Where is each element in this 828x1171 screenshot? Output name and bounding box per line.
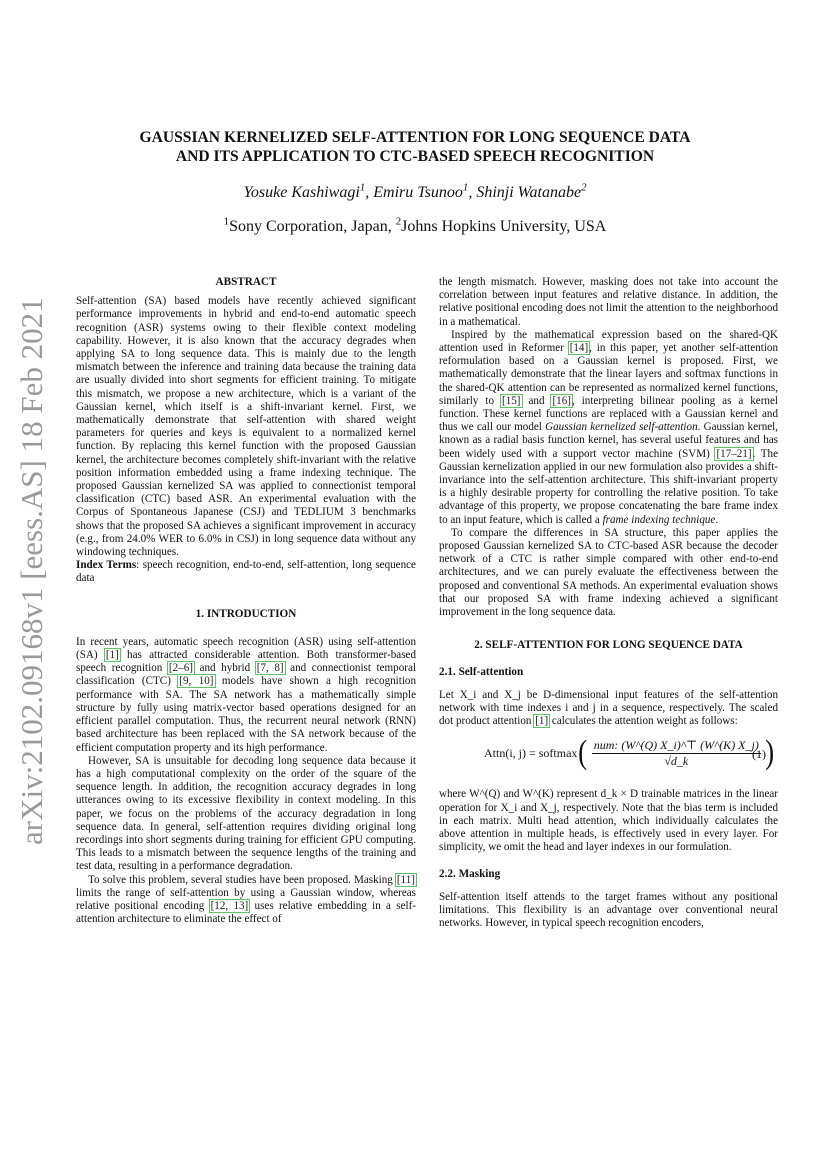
equation-denominator: √d_k — [664, 753, 689, 768]
intro-paragraph-1: In recent years, automatic speech recognition (ASR) using self-attention (SA) [1] has attracted considerable attention. Both transformer-based speech recognition [2–6] and hybrid [7, 8] and connectionist temporal classification (CTC) [9, 10] models have shown a high recognition performance with SA. The SA network has a mathematically simple structure by fully using matrix-vector based operations designed for an efficient parallel computation. Thus, the recurrent neural network (RNN) based architecture has been replaced with the SA network because of the efficient computation property and its high performance. — [76, 635, 416, 754]
equation-numerator: num: (W^(Q) X_i)^⊤ (W^(K) X_j) — [592, 739, 761, 754]
equation-1: Attn(i, j) = softmax ( $\frac{\text{num: (W\textasciicircum{}(Q) X\_i)\textasciicircum{}⊤ (W\textasciicircum{}(K) X\_j)}}{√d\_k}$ ) (1) — [484, 734, 775, 772]
affil-1-mark: 1 — [223, 215, 230, 228]
citation-link[interactable]: [2–6] — [168, 662, 193, 675]
author-3: Shinji Watanabe — [476, 184, 582, 201]
author-1-mark: 1 — [359, 181, 366, 194]
citation-link[interactable]: [7, 8] — [256, 662, 284, 675]
citation-link[interactable]: [11] — [396, 873, 415, 886]
intro-paragraph-5: To compare the differences in SA structure, this paper applies the proposed Gaussian kernelized SA to CTC-based ASR because the decoder network of a CTC is rather simple compared with other end-to-end architectures, and we can purely evaluate the effectiveness between the proposed and conventional SA methods. An experimental evaluation shows that our proposed SA with frame indexing achieved a significant improvement in the long sequence data. — [439, 526, 778, 619]
section-2-1-heading: 2.1. Self-attention — [439, 666, 524, 679]
affiliations — [60, 215, 770, 236]
right-column — [439, 276, 778, 930]
citation-link[interactable]: [15] — [502, 394, 521, 407]
affil-2: Johns Hopkins University, USA — [401, 218, 607, 235]
abstract-heading: ABSTRACT — [215, 276, 277, 288]
paper-title — [60, 128, 770, 166]
citation-link[interactable]: [14] — [569, 342, 589, 355]
citation-link[interactable]: [1] — [105, 649, 119, 662]
equation-fraction — [592, 739, 761, 768]
author-1: Yosuke Kashiwagi — [243, 184, 360, 201]
intro-paragraph-3-cont: the length mismatch. However, masking does not take into account the correlation between input features and relative distance. In addition, the relative positional encoding does not limit the attention to the neighborhood in a mathematical. — [439, 276, 778, 328]
index-terms-text: : speech recognition, end-to-end, self-attention, long sequence data — [76, 559, 416, 585]
intro-paragraph-3: To solve this problem, several studies have been proposed. Masking [11] limits the range of self-attention by using a Gaussian window, whereas relative positional encoding [12, 13] uses relative embedding in a self-attention architecture to eliminate the effect of — [76, 873, 416, 926]
citation-link[interactable]: [9, 10] — [179, 675, 214, 688]
section-2-heading: 2. SELF-ATTENTION FOR LONG SEQUENCE DATA — [474, 639, 743, 652]
index-terms — [76, 559, 416, 585]
citation-link[interactable]: [16] — [552, 394, 571, 407]
author-list: Yosuke Kashiwagi$^1$, Emiru Tsunoo$^1$, Shinji Watanabe$^2$ — [243, 181, 587, 201]
author-2-mark: 1 — [462, 181, 469, 194]
left-column — [76, 276, 416, 926]
intro-paragraph-2: However, SA is unsuitable for decoding long sequence data because it has a high computational complexity on the order of the square of the sequence length. In addition, the recognition accuracy degrades in long utterances owing to its excessive flexibility in context modeling. In this paper, we focus on the problems of the accuracy degradation in long sequence data. In general, self-attention requires dividing original long recordings into short segments during training for efficient GPU computing. This leads to a mismatch between the sequence lengths of the training and test data, resulting in a performance degradation. — [76, 754, 416, 873]
abstract-text: Self-attention (SA) based models have recently achieved significant performance improvements in hybrid and end-to-end automatic speech recognition (ASR) systems owing to their flexible context modeling capability. However, it is also known that the accuracy degrades when applying SA to long sequence data. This is mainly due to the length mismatch between the inference and training data because the training data are usually divided into short segments for efficient training. To mitigate this mismatch, we propose a new architecture, which is a variant of the Gaussian kernel, which itself is a shift-invariant kernel. First, we mathematically demonstrate that self-attention with shared weight parameters for queries and keys is equivalent to a normalized kernel function. By replacing this kernel function with the proposed Gaussian kernel, the architecture becomes completely shift-invariant with the relative position information embedded using a frame indexing technique. The proposed Gaussian kernelized SA was applied to connectionist temporal classification (CTC) based ASR. An experimental evaluation with the Corpus of Spontaneous Japanese (CSJ) and TEDLIUM 3 benchmarks shows that the proposed SA achieves a significant improvement in accuracy (e.g., from 24.0% WER to 6.0% in CSJ) in long sequence data without any windowing techniques. — [76, 295, 416, 559]
section-2-2-paragraph: Self-attention itself attends to the target frames without any positional limitations. This flexibility is an advantage over conventional neural networks. However, in typical speech recognition encoders, — [439, 890, 778, 929]
intro-heading: 1. INTRODUCTION — [195, 607, 297, 620]
title-line-2: AND ITS APPLICATION TO CTC-BASED SPEECH RECOGNITION — [175, 148, 655, 165]
index-terms-label: Index Terms — [76, 559, 137, 572]
affil-1: Sony Corporation, Japan, — [229, 218, 396, 235]
arxiv-stamp: arXiv:2102.09168v1 [eess.AS] 18 Feb 2021 — [14, 297, 49, 845]
author-2: Emiru Tsunoo — [373, 184, 463, 201]
equation-lhs: Attn(i, j) = softmax — [484, 745, 578, 760]
citation-link[interactable]: [1] — [535, 715, 549, 728]
section-2-1-paragraph: Let X_i and X_j be D-dimensional input features of the self-attention network with time indexes i and j in a sequence, respectively. The scaled dot product attention [1] calculates the attention weight as follows: — [439, 688, 778, 728]
equation-number: (1) — [752, 747, 766, 762]
intro-paragraph-4: Inspired by the mathematical expression based on the shared-QK attention used in Reformer [14], in this paper, yet another self-attention reformulation based on a Gaussian kernel is proposed. First, we mathematically demonstrate that the linear layers and softmax functions in the shared-QK attention can be represented as normalized kernel functions, similarly to [15] and [16], interpreting bilinear pooling as a kernel function. These kernel functions are replaced with a Gaussian kernel and thus we call our model Gaussian kernelized self-attention. Gaussian kernel, known as a radial basis function kernel, has several useful features and has been widely used with a support vector machine (SVM) [17–21]. The Gaussian kernelization applied in our new formulation also provides a shift-invariance into the self-attention architecture. This shift-invariant property is a highly desirable property for controlling the relative position. To take advantage of this property, we propose concatenating the bare frame index to an input feature, which is called a frame indexing technique. — [439, 328, 779, 526]
section-2-2-heading: 2.2. Masking — [439, 868, 501, 881]
citation-link[interactable]: [17–21] — [716, 447, 752, 460]
citation-link[interactable]: [12, 13] — [210, 899, 249, 912]
affil-2-mark: 2 — [395, 215, 402, 228]
section-2-1-paragraph-2: where W^(Q) and W^(K) represent d_k × D trainable matrices in the linear operation for X_i and X_j, respectively. Note that the bias term is included in each matrix. Multi head attention, which individually calculates the above attention in multiple heads, is effectively used in every layer. For simplicity, we omit the head and layer indexes in our formulation. — [439, 788, 778, 854]
title-line-1: GAUSSIAN KERNELIZED SELF-ATTENTION FOR LONG SEQUENCE DATA — [139, 129, 691, 146]
author-3-mark: 2 — [581, 181, 587, 194]
